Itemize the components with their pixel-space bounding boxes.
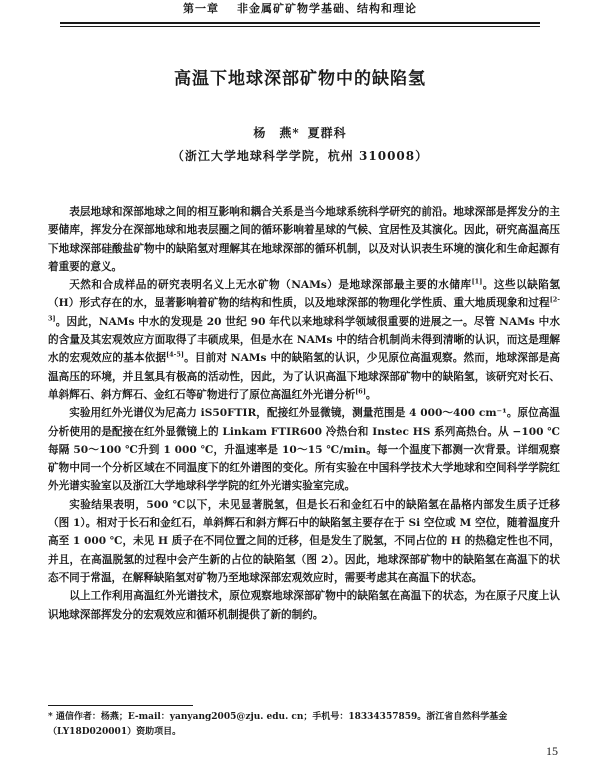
chapter-title: 非金属矿矿物学基础、结构和理论: [237, 2, 417, 15]
citation-ref: [2-3]: [48, 295, 560, 323]
body-paragraph: [48, 276, 560, 404]
author-name: 杨 燕*: [253, 126, 300, 140]
footnote: * 通信作者：杨燕；E-mail：yanyang2005@zju. edu. cn；手机号：18334357859。浙江省自然科学基金（LY18D020001）资助项目。: [48, 712, 508, 737]
body-paragraph: 以上工作利用高温红外光谱技术，原位观察地球深部矿物中的缺陷氢在高温下的状态，为在原子尺度上认识地球深部挥发分的宏观效应和循环机制提供了新的制约。: [48, 590, 560, 621]
paragraph-text: 。: [365, 388, 377, 401]
paragraph-text: 天然和合成样品的研究表明名义上无水矿物（NAMs）是地球深部最主要的水储库: [69, 279, 472, 292]
paragraph-text: 。因此，NAMs 中水的发现是 20 世纪 90 年代以来地球科学领域很重要的进展之一。尽管 NAMs 中水的含量及其宏观效应方面取得了丰硕成果，但是水在 NAMs 中的结合机制尚未得到清晰的认识，而这是理解水的宏观效应的基本依据: [48, 315, 560, 365]
citation-ref: [1]: [471, 277, 483, 286]
body-paragraph: 实验结果表明，500 ℃以下，未见显著脱氢，但是长石和金红石中的缺陷氢在晶格内部发生质子迁移（图 1）。相对于长石和金红石，单斜辉石和斜方辉石中的缺陷氢主要存在于 Si 空位或 M 空位，随着温度升高至 1 000 ℃，未见 H 质子在不同位置之间的迁移，但是发生了脱氢，不同占位的 H 的热稳定性也不同，并且，在高温脱氢的过程中会产生新的占位的缺陷氢（图 2）。因此，地球深部矿物中的缺陷氢在高温下的状态不同于常温，在解释缺陷氢对矿物乃至地球深部宏观效应时，需要考虑其在高温下的状态。: [48, 498, 560, 584]
paragraph-text: 。目前对 NAMs 中的缺陷氢的认识，少见原位高温观察。然而，地球深部是高温高压的环境，并且氢具有极高的活动性，因此，为了认识高温下地球深部矿物中的缺陷氢，该研究对长石、单斜辉石、斜方辉石、金红石等矿物进行了原位高温红外光谱分析: [48, 352, 560, 401]
page-number: 15: [546, 744, 558, 758]
paragraph-text: 。这些以缺陷氢（H）形式存在的水，显著影响着矿物的结构和性质，以及地球深部的物理化学性质、重大地质现象和过程: [48, 279, 561, 310]
running-header: [60, 0, 540, 24]
citation-ref: [6]: [355, 387, 366, 396]
article-title: 高温下地球深部矿物中的缺陷氢: [174, 69, 426, 89]
body-paragraph: 表层地球和深部地球之间的相互影响和耦合关系是当今地球系统科学研究的前沿。地球深部是挥发分的主要储库，挥发分在深部地球和地表层圈之间的循环影响着星球的气候、宜居性及其演化。因此，研究高温高压下地球深部硅酸盐矿物中的缺陷氢对理解其在地球深部的循环机制，以及对认识表生环境的演化和生命起源有着重要的意义。: [48, 206, 560, 273]
author-affiliation: （浙江大学地球科学学院，杭州 310008）: [171, 149, 429, 163]
author-name: 夏群科: [307, 126, 347, 140]
chapter-label: 第一章: [183, 2, 219, 15]
citation-ref: [4-5]: [166, 350, 184, 359]
author-line: [0, 124, 600, 141]
footnote-divider: [48, 705, 193, 706]
body-paragraph: 实验用红外光谱仪为尼高力 iS50FTIR，配接红外显微镜，测量范围是 4 000～400 cm⁻¹。原位高温分析使用的是配接在红外显微镜上的 Linkam FTIR600 冷热台和 Instec HS 系列高热台。从 −100 ℃每隔 50～100 ℃升到 1 000 ℃，升温速率是 10～15 ℃/min。每一个温度下都测一次背景。详细观察矿物中同一个分析区域在不同温度下的红外谱图的变化。所有实验在中国科学技术大学地球和空间科学学院红外光谱实验室以及浙江大学地球科学学院的红外光谱实验室完成。: [48, 407, 560, 493]
article-body: [48, 203, 560, 624]
